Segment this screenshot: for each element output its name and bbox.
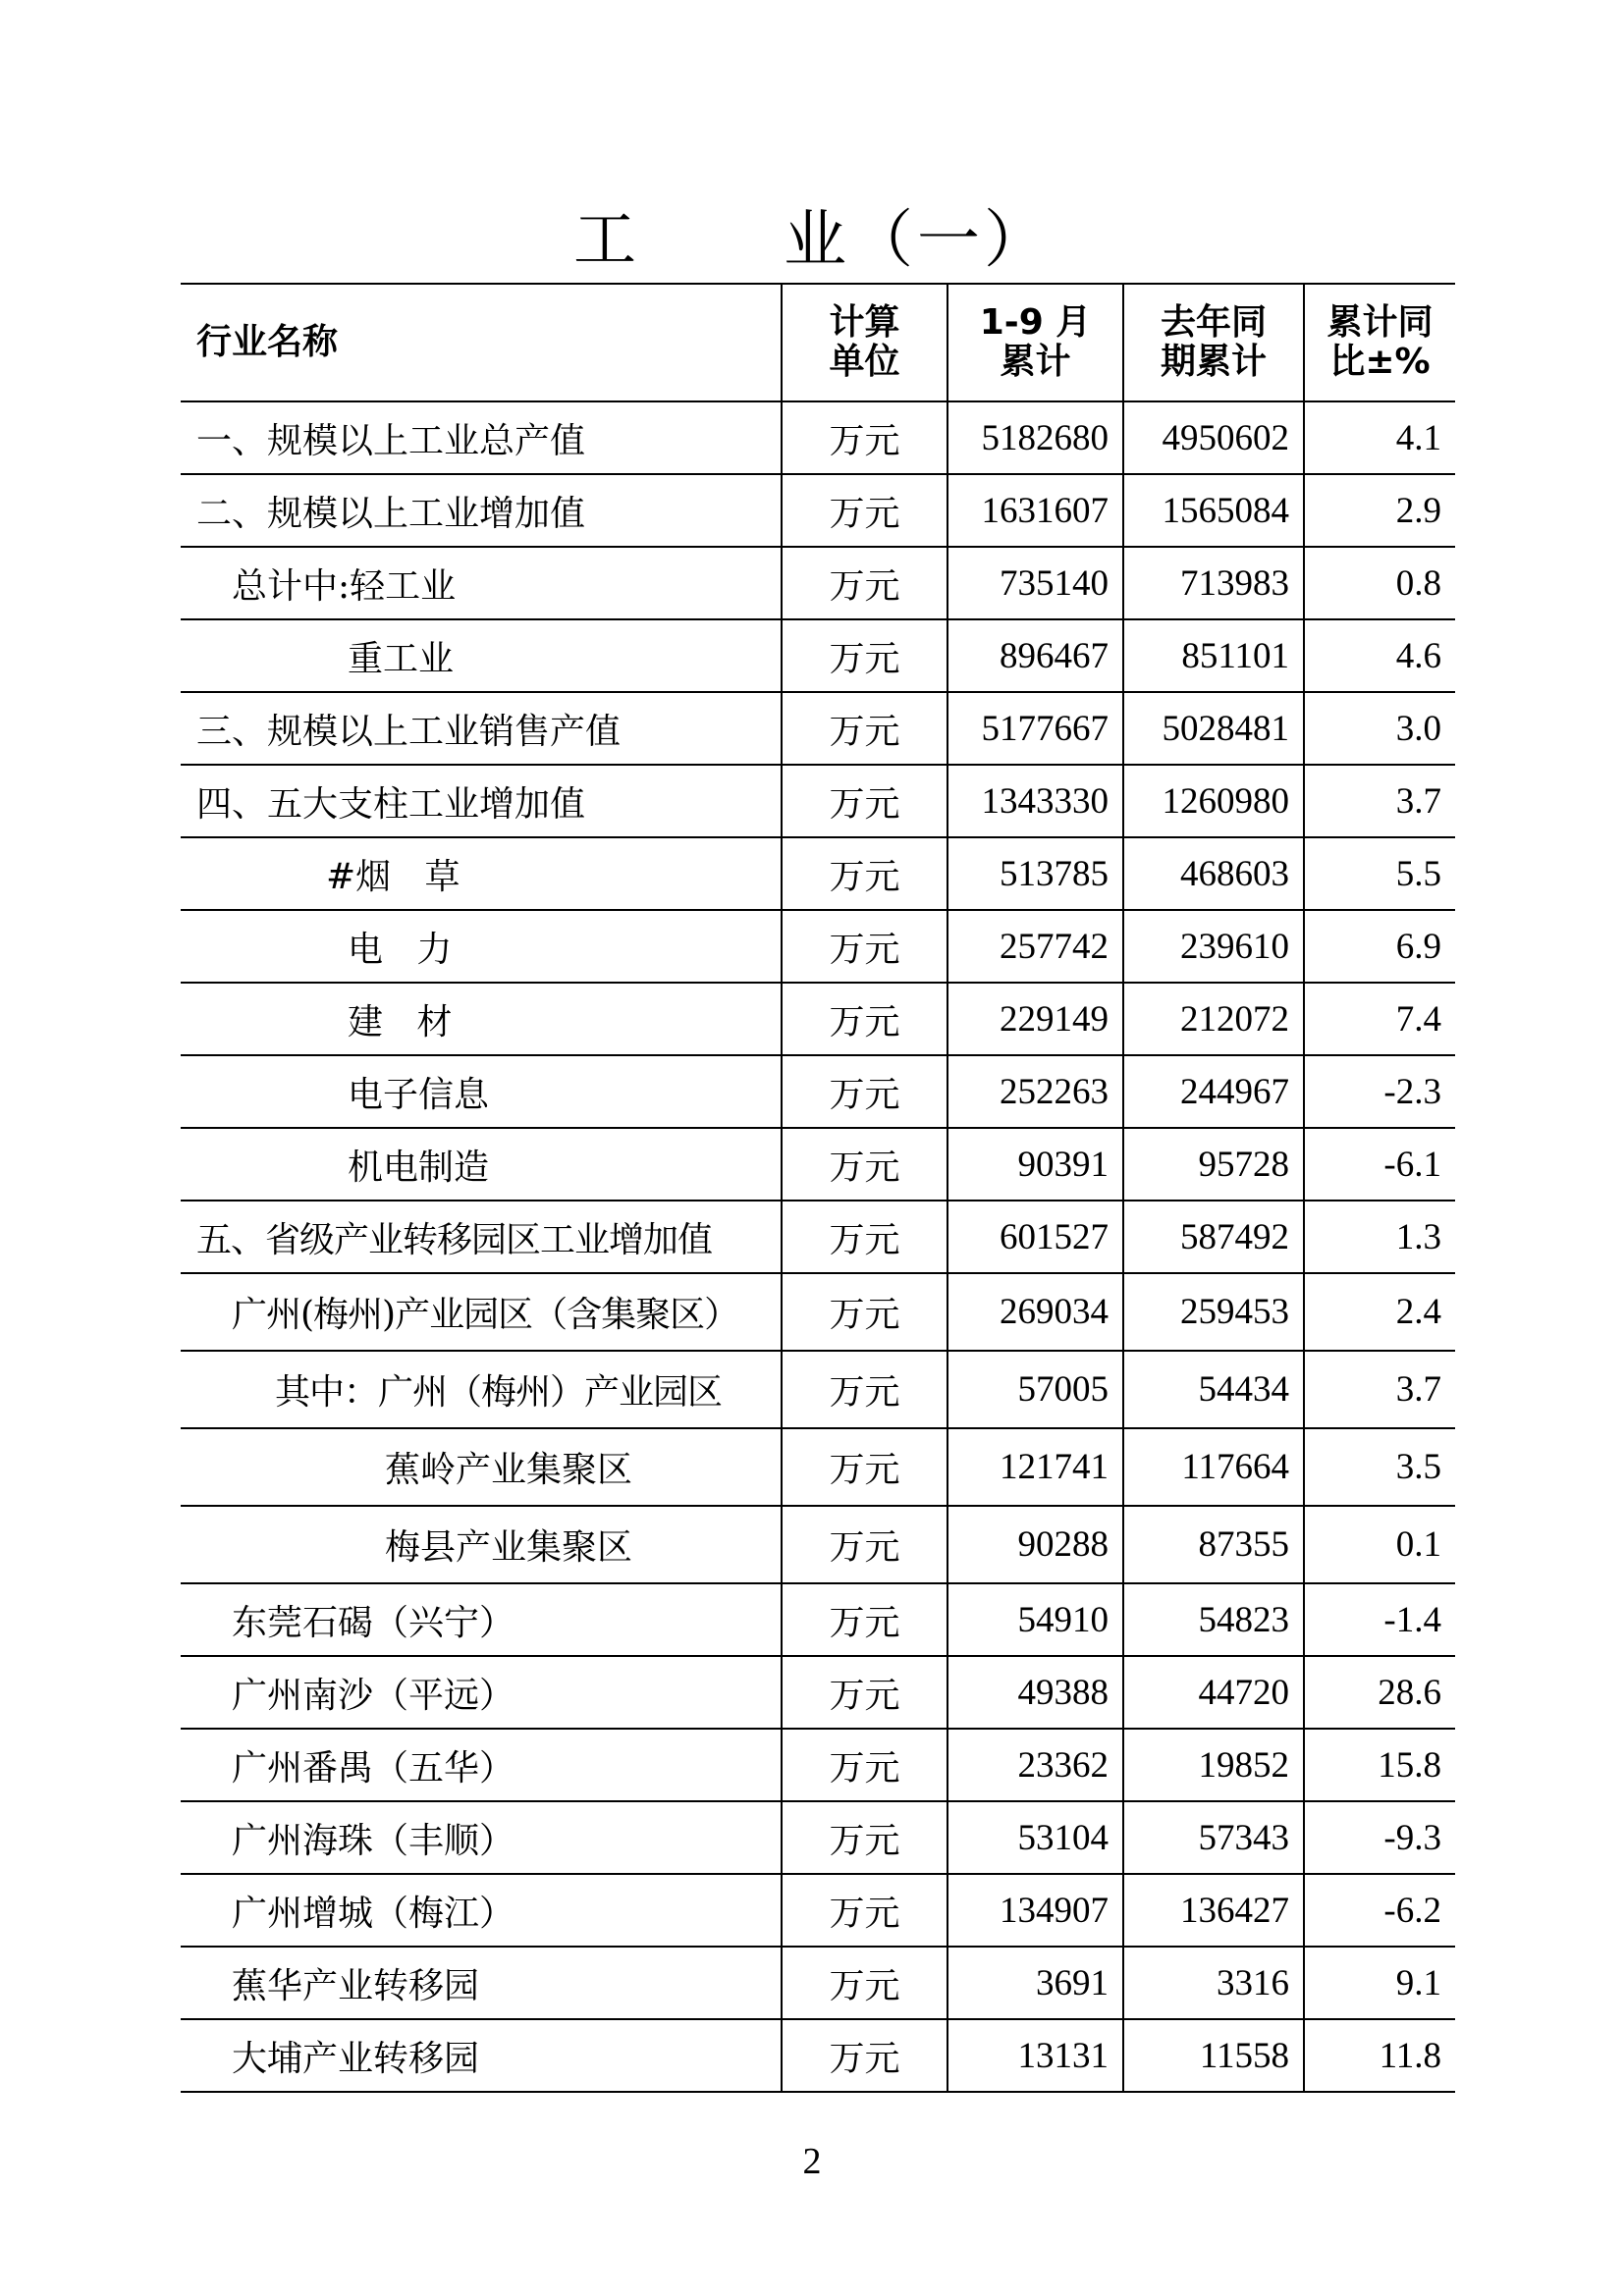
row-previous: 54823 bbox=[1123, 1583, 1304, 1656]
row-change: -6.2 bbox=[1304, 1874, 1455, 1947]
header-change-line1: 累计同 bbox=[1326, 302, 1434, 343]
row-unit: 万元 bbox=[782, 401, 947, 474]
table-row bbox=[181, 910, 1455, 983]
table-row bbox=[181, 983, 1455, 1055]
table-row bbox=[181, 1273, 1455, 1351]
row-unit: 万元 bbox=[782, 1351, 947, 1428]
row-unit: 万元 bbox=[782, 1656, 947, 1729]
row-unit: 万元 bbox=[782, 1506, 947, 1583]
row-current: 3691 bbox=[947, 1947, 1123, 2019]
table-row bbox=[181, 547, 1455, 619]
row-change: 7.4 bbox=[1304, 983, 1455, 1055]
row-change: 0.8 bbox=[1304, 547, 1455, 619]
row-previous: 54434 bbox=[1123, 1351, 1304, 1428]
row-unit: 万元 bbox=[782, 1947, 947, 2019]
row-current: 49388 bbox=[947, 1656, 1123, 1729]
row-change: 9.1 bbox=[1304, 1947, 1455, 2019]
row-unit: 万元 bbox=[782, 1583, 947, 1656]
table-row bbox=[181, 1128, 1455, 1201]
row-current: 896467 bbox=[947, 619, 1123, 692]
row-previous: 212072 bbox=[1123, 983, 1304, 1055]
row-previous: 117664 bbox=[1123, 1428, 1304, 1506]
row-name: 电 力 bbox=[181, 910, 782, 983]
row-unit: 万元 bbox=[782, 619, 947, 692]
row-current: 601527 bbox=[947, 1201, 1123, 1273]
row-unit: 万元 bbox=[782, 765, 947, 837]
row-name: 广州南沙（平远） bbox=[181, 1656, 782, 1729]
row-name: 广州增城（梅江） bbox=[181, 1874, 782, 1947]
row-previous: 259453 bbox=[1123, 1273, 1304, 1351]
header-unit bbox=[782, 284, 947, 401]
row-unit: 万元 bbox=[782, 837, 947, 910]
header-previous-line2: 期累计 bbox=[1160, 342, 1267, 382]
row-unit: 万元 bbox=[782, 1055, 947, 1128]
table-row bbox=[181, 1947, 1455, 2019]
header-industry-name: 行业名称 bbox=[181, 284, 782, 401]
row-name: 电子信息 bbox=[181, 1055, 782, 1128]
header-previous-cumulative bbox=[1123, 284, 1304, 401]
row-unit: 万元 bbox=[782, 1729, 947, 1801]
row-name: 广州番禺（五华） bbox=[181, 1729, 782, 1801]
row-current: 269034 bbox=[947, 1273, 1123, 1351]
row-current: 57005 bbox=[947, 1351, 1123, 1428]
row-previous: 3316 bbox=[1123, 1947, 1304, 2019]
table-body bbox=[181, 401, 1455, 2092]
row-name: 三、规模以上工业销售产值 bbox=[181, 692, 782, 765]
row-change: -2.3 bbox=[1304, 1055, 1455, 1128]
row-change: 1.3 bbox=[1304, 1201, 1455, 1273]
row-previous: 87355 bbox=[1123, 1506, 1304, 1583]
row-name: 东莞石碣（兴宁） bbox=[181, 1583, 782, 1656]
row-unit: 万元 bbox=[782, 1273, 947, 1351]
row-change: 6.9 bbox=[1304, 910, 1455, 983]
table-row bbox=[181, 765, 1455, 837]
industry-table bbox=[181, 283, 1455, 2093]
table-row bbox=[181, 401, 1455, 474]
row-previous: 239610 bbox=[1123, 910, 1304, 983]
table-row bbox=[181, 1656, 1455, 1729]
header-previous-line1: 去年同 bbox=[1160, 302, 1267, 343]
table-row bbox=[181, 1201, 1455, 1273]
row-previous: 95728 bbox=[1123, 1128, 1304, 1201]
header-current-line1: 1-9 月 bbox=[979, 302, 1092, 343]
table-row bbox=[181, 1583, 1455, 1656]
row-unit: 万元 bbox=[782, 1428, 947, 1506]
row-name: 一、规模以上工业总产值 bbox=[181, 401, 782, 474]
row-current: 23362 bbox=[947, 1729, 1123, 1801]
row-change: 2.4 bbox=[1304, 1273, 1455, 1351]
header-unit-line1: 计算 bbox=[829, 302, 900, 343]
row-current: 5177667 bbox=[947, 692, 1123, 765]
row-change: 11.8 bbox=[1304, 2019, 1455, 2092]
table-row bbox=[181, 1729, 1455, 1801]
row-change: -9.3 bbox=[1304, 1801, 1455, 1874]
row-current: 513785 bbox=[947, 837, 1123, 910]
row-current: 54910 bbox=[947, 1583, 1123, 1656]
row-previous: 19852 bbox=[1123, 1729, 1304, 1801]
row-change: 5.5 bbox=[1304, 837, 1455, 910]
row-change: 15.8 bbox=[1304, 1729, 1455, 1801]
row-previous: 1565084 bbox=[1123, 474, 1304, 547]
row-change: 3.0 bbox=[1304, 692, 1455, 765]
table-row bbox=[181, 1351, 1455, 1428]
table-row bbox=[181, 2019, 1455, 2092]
row-previous: 244967 bbox=[1123, 1055, 1304, 1128]
row-unit: 万元 bbox=[782, 1201, 947, 1273]
row-name: 四、五大支柱工业增加值 bbox=[181, 765, 782, 837]
row-name: 建 材 bbox=[181, 983, 782, 1055]
row-name: 总计中:轻工业 bbox=[181, 547, 782, 619]
table-row bbox=[181, 1428, 1455, 1506]
header-change-line2: 比±% bbox=[1329, 342, 1431, 382]
table-row bbox=[181, 1874, 1455, 1947]
row-name: 蕉岭产业集聚区 bbox=[181, 1428, 782, 1506]
row-name: 梅县产业集聚区 bbox=[181, 1506, 782, 1583]
row-name: 广州海珠（丰顺） bbox=[181, 1801, 782, 1874]
row-previous: 44720 bbox=[1123, 1656, 1304, 1729]
row-previous: 57343 bbox=[1123, 1801, 1304, 1874]
row-current: 121741 bbox=[947, 1428, 1123, 1506]
row-previous: 587492 bbox=[1123, 1201, 1304, 1273]
row-change: 4.6 bbox=[1304, 619, 1455, 692]
row-change: 3.5 bbox=[1304, 1428, 1455, 1506]
row-change: 3.7 bbox=[1304, 1351, 1455, 1428]
row-change: 28.6 bbox=[1304, 1656, 1455, 1729]
row-name: 其中：广州（梅州）产业园区 bbox=[181, 1351, 782, 1428]
row-change: 0.1 bbox=[1304, 1506, 1455, 1583]
page-number: 2 bbox=[802, 2141, 822, 2182]
row-current: 735140 bbox=[947, 547, 1123, 619]
row-unit: 万元 bbox=[782, 910, 947, 983]
table-header bbox=[181, 284, 1455, 401]
row-unit: 万元 bbox=[782, 1801, 947, 1874]
header-unit-line2: 单位 bbox=[829, 342, 900, 382]
row-name: 蕉华产业转移园 bbox=[181, 1947, 782, 2019]
row-name: 重工业 bbox=[181, 619, 782, 692]
row-current: 90391 bbox=[947, 1128, 1123, 1201]
row-previous: 11558 bbox=[1123, 2019, 1304, 2092]
table-row bbox=[181, 474, 1455, 547]
row-unit: 万元 bbox=[782, 474, 947, 547]
row-current: 1343330 bbox=[947, 765, 1123, 837]
table-row bbox=[181, 1801, 1455, 1874]
row-current: 252263 bbox=[947, 1055, 1123, 1128]
row-previous: 713983 bbox=[1123, 547, 1304, 619]
table-row bbox=[181, 619, 1455, 692]
row-current: 257742 bbox=[947, 910, 1123, 983]
row-previous: 136427 bbox=[1123, 1874, 1304, 1947]
table-row bbox=[181, 1055, 1455, 1128]
row-change: 4.1 bbox=[1304, 401, 1455, 474]
header-current-cumulative bbox=[947, 284, 1123, 401]
row-current: 1631607 bbox=[947, 474, 1123, 547]
row-name: 广州(梅州)产业园区（含集聚区） bbox=[181, 1273, 782, 1351]
row-name: 二、规模以上工业增加值 bbox=[181, 474, 782, 547]
row-current: 5182680 bbox=[947, 401, 1123, 474]
row-unit: 万元 bbox=[782, 1874, 947, 1947]
header-yoy-change bbox=[1304, 284, 1455, 401]
header-current-line2: 累计 bbox=[1000, 342, 1071, 382]
row-previous: 5028481 bbox=[1123, 692, 1304, 765]
row-unit: 万元 bbox=[782, 547, 947, 619]
table-row bbox=[181, 692, 1455, 765]
row-name: #烟 草 bbox=[181, 837, 782, 910]
row-current: 134907 bbox=[947, 1874, 1123, 1947]
row-change: 3.7 bbox=[1304, 765, 1455, 837]
row-previous: 4950602 bbox=[1123, 401, 1304, 474]
row-previous: 1260980 bbox=[1123, 765, 1304, 837]
row-previous: 851101 bbox=[1123, 619, 1304, 692]
row-unit: 万元 bbox=[782, 2019, 947, 2092]
row-current: 13131 bbox=[947, 2019, 1123, 2092]
row-name: 机电制造 bbox=[181, 1128, 782, 1201]
row-unit: 万元 bbox=[782, 983, 947, 1055]
table-row bbox=[181, 1506, 1455, 1583]
page-title: 工 业（一） bbox=[572, 204, 1052, 277]
row-change: -6.1 bbox=[1304, 1128, 1455, 1201]
table-row bbox=[181, 837, 1455, 910]
row-name: 大埔产业转移园 bbox=[181, 2019, 782, 2092]
row-name: 五、省级产业转移园区工业增加值 bbox=[181, 1201, 782, 1273]
row-unit: 万元 bbox=[782, 692, 947, 765]
row-current: 229149 bbox=[947, 983, 1123, 1055]
row-previous: 468603 bbox=[1123, 837, 1304, 910]
row-current: 90288 bbox=[947, 1506, 1123, 1583]
row-unit: 万元 bbox=[782, 1128, 947, 1201]
row-change: -1.4 bbox=[1304, 1583, 1455, 1656]
row-change: 2.9 bbox=[1304, 474, 1455, 547]
row-current: 53104 bbox=[947, 1801, 1123, 1874]
